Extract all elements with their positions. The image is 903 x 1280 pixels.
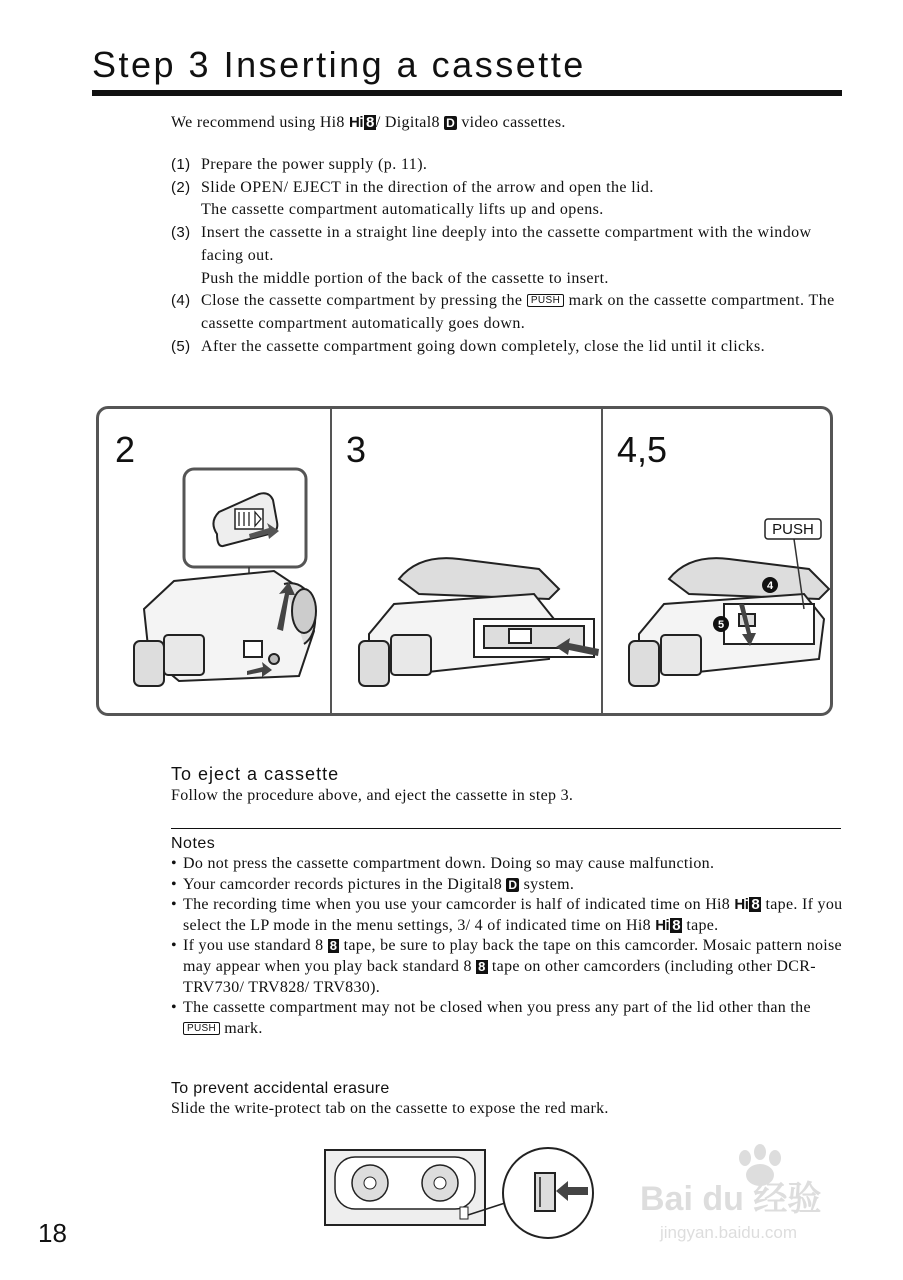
erase-text: Slide the write-protect tab on the cassette to expose the red mark.	[171, 1100, 609, 1117]
intro-suffix: video cassettes.	[457, 114, 566, 131]
camcorder-panel-2	[134, 571, 316, 686]
std8-logo: 8	[478, 958, 486, 974]
eject-heading: To eject a cassette	[171, 764, 340, 784]
step-line: Slide OPEN/ EJECT in the direction of the arrow and open the lid.	[201, 178, 654, 196]
step-text	[201, 290, 841, 335]
step-3	[171, 222, 841, 290]
step-text	[201, 222, 841, 290]
push-mark: PUSH	[527, 294, 564, 307]
note-item	[171, 998, 843, 1039]
step-text	[201, 177, 841, 222]
panel-label-45: 4,5	[617, 429, 668, 470]
step-5	[171, 336, 841, 359]
note-fragment: tape. If you select the LP mode in the menu settings, 3/ 4 of indicated time on Hi8	[183, 896, 843, 934]
std8-logo: 8	[329, 938, 338, 954]
hi8-logo	[734, 895, 761, 916]
step-text: After the cassette compartment going down completely, close the lid until it clicks.	[201, 337, 765, 355]
note-fragment: mark.	[219, 1019, 263, 1037]
hi8-logo-text: Hi	[349, 114, 364, 131]
note-text	[183, 998, 843, 1039]
intro-text	[171, 114, 566, 132]
note-fragment: Your camcorder records pictures in the Digital8	[183, 875, 507, 893]
step-line: Insert the cassette in a straight line deeply into the cassette compartment with the window facing out.	[201, 224, 812, 264]
baidu-watermark	[640, 1140, 870, 1250]
step-1	[171, 154, 841, 177]
illustration-figure	[96, 406, 833, 716]
hi8-logo-box: 8	[751, 896, 760, 914]
note-fragment: tape.	[682, 916, 719, 934]
badge-4	[762, 577, 778, 593]
push-callout	[765, 519, 821, 539]
note-fragment: If you use standard 8	[183, 937, 328, 955]
panel-label-3: 3	[346, 429, 367, 470]
digital8-logo: D	[446, 116, 456, 130]
notes-rule	[171, 828, 841, 829]
step-number: (4)	[171, 292, 191, 310]
watermark-line1: Bai du 经验	[640, 1180, 822, 1218]
note-item	[171, 895, 843, 936]
step-line: The cassette compartment automatically lifts up and opens.	[201, 201, 604, 219]
bullet: •	[171, 896, 177, 914]
watermark-line2: jingyan.baidu.com	[660, 1223, 798, 1242]
step-line: mark on the cassette compartment. The cassette compartment automatically goes down.	[201, 292, 835, 332]
step-number: (2)	[171, 178, 191, 196]
hi8-logo-text: Hi	[655, 916, 670, 934]
camcorder-panel-45	[629, 539, 829, 686]
digital8-logo: D	[508, 877, 518, 892]
step-text: Prepare the power supply (p. 11).	[201, 156, 428, 173]
title-rule	[92, 90, 842, 96]
note-item	[171, 854, 843, 875]
hi8-logo-box: 8	[366, 114, 374, 131]
step-4	[171, 290, 841, 335]
badge-5-text: 5	[717, 619, 725, 631]
intro-middle: / Digital8	[375, 114, 445, 131]
step-line: Close the cassette compartment by pressing the	[201, 292, 527, 310]
eject-text: Follow the procedure above, and eject the cassette in step 3.	[171, 787, 574, 804]
hi8-logo	[349, 114, 376, 131]
note-text: Do not press the cassette compartment down. Doing so may cause malfunction.	[183, 855, 715, 872]
note-fragment: The cassette compartment may not be closed when you press any part of the lid other than the	[183, 999, 811, 1017]
badge-4-text: 4	[766, 580, 774, 592]
note-fragment: tape, be sure to play back the tape on this camcorder. Mosaic pattern noise may appear when you play back standard 8	[183, 937, 842, 975]
note-fragment: The recording time when you use your camcorder is half of indicated time on Hi8	[183, 896, 735, 914]
bullet: •	[171, 875, 177, 893]
hi8-logo	[655, 916, 682, 937]
step-line: Push the middle portion of the back of the cassette to insert.	[201, 269, 609, 287]
note-text	[183, 895, 843, 936]
steps-list	[171, 154, 841, 358]
erase-heading: To prevent accidental erasure	[171, 1080, 390, 1097]
note-text	[183, 936, 843, 998]
hi8-logo-box: 8	[672, 916, 681, 934]
cassette-illustration	[320, 1145, 620, 1255]
camcorder-panel-3	[359, 558, 599, 686]
step-number: (3)	[171, 224, 191, 242]
step-number: (5)	[171, 337, 191, 355]
page-title: Step 3 Inserting a cassette	[92, 44, 586, 85]
hi8-logo-text: Hi	[734, 896, 749, 914]
page-number: 18	[38, 1218, 67, 1248]
notes-list	[171, 854, 843, 1039]
note-item	[171, 875, 843, 896]
push-mark: PUSH	[183, 1022, 220, 1035]
bullet: •	[171, 999, 177, 1017]
intro-prefix: We recommend using Hi8	[171, 114, 350, 131]
notes-heading: Notes	[171, 835, 216, 852]
note-item	[171, 936, 843, 998]
step-number: (1)	[171, 156, 191, 173]
push-callout-label: PUSH	[772, 521, 814, 538]
camcorder-illustrations	[99, 409, 830, 713]
note-fragment: tape on other camcorders (including other DCR-TRV730/ TRV828/ TRV830).	[183, 957, 816, 996]
panel-label-2: 2	[115, 429, 136, 470]
bullet: •	[171, 937, 177, 955]
step-2	[171, 177, 841, 222]
bullet: •	[171, 855, 177, 872]
note-text	[183, 875, 843, 896]
badge-5	[713, 616, 729, 632]
note-fragment: system.	[519, 875, 575, 893]
